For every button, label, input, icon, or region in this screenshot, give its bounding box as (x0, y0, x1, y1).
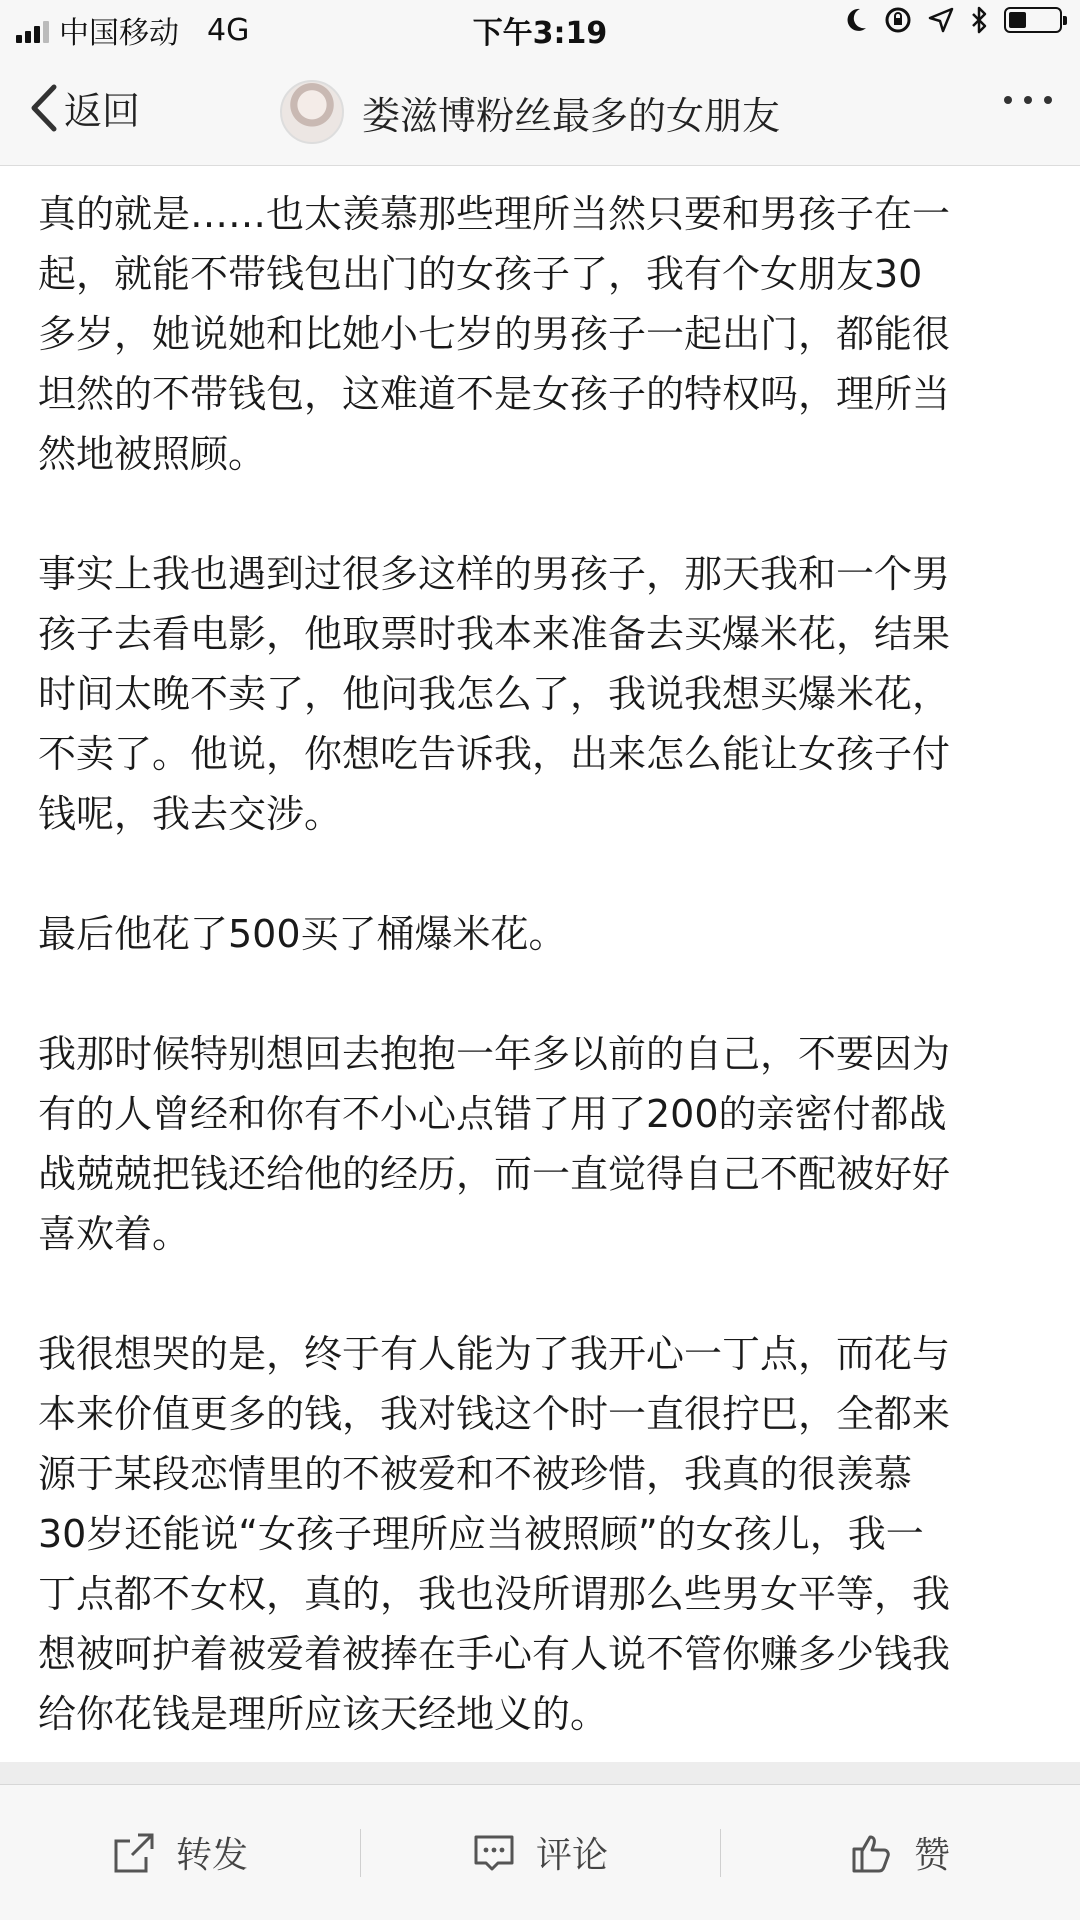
more-icon[interactable] (1004, 96, 1052, 104)
nav-title-group[interactable] (280, 80, 780, 144)
post-paragraph: 我那时候特别想回去抱抱一年多以前的自己，不要因为 有的人曾经和你有不小心点错了用了200的亲密付都战 战兢兢把钱还给他的经历，而一直觉得自己不配被好好 喜欢着。 (38, 1032, 951, 1256)
nav-bar (0, 56, 1080, 166)
carrier-label: 中国移动 (59, 16, 179, 51)
comment-label: 评论 (535, 1835, 608, 1876)
post-paragraph: 我很想哭的是，终于有人能为了我开心一丁点，而花与 本来价值更多的钱，我对钱这个时一直很拧巴，全都来 源于某段恋情里的不被爱和不被珍惜，我真的很羡慕 30岁还能说“女孩子理所应当被照顾”的女孩儿，我一 丁点都不女权，真的，我也没所谓那么些男女平等，我 想被呵护着被爱着被捧在手心有人说不管你赚多少钱我 给你花钱是理所应该天经地义的。 (38, 1332, 951, 1736)
moon-icon (844, 7, 868, 33)
page-title: 娄滋博粉丝最多的女朋友 (362, 93, 781, 138)
action-bar (0, 1784, 1080, 1920)
status-time: 下午3:19 (472, 16, 608, 51)
thumbs-up-icon (850, 1831, 894, 1875)
comment-button[interactable] (360, 1785, 720, 1920)
back-button[interactable] (28, 80, 140, 135)
divider (0, 1762, 1080, 1784)
back-label: 返回 (64, 89, 141, 133)
bluetooth-icon (970, 6, 988, 34)
repost-label: 转发 (175, 1835, 248, 1876)
avatar[interactable] (280, 80, 344, 144)
status-bar (0, 0, 1080, 56)
comment-icon (472, 1831, 516, 1875)
chevron-left-icon (28, 83, 58, 133)
network-label: 4G (207, 12, 250, 48)
post-paragraph: 最后他花了500买了桶爆米花。 (38, 912, 567, 956)
post-paragraph: 真的就是……也太羡慕那些理所当然只要和男孩子在一 起，就能不带钱包出门的女孩子了，我有个女朋友30 多岁，她说她和比她小七岁的男孩子一起出门，都能很 坦然的不带钱包，这难道不是女孩子的特权吗，理所当 然地被照顾。 (38, 192, 951, 476)
like-button[interactable] (720, 1785, 1080, 1920)
status-right (844, 6, 1062, 34)
post-paragraph: 事实上我也遇到过很多这样的男孩子，那天我和一个男 孩子去看电影，他取票时我本来准备去买爆米花，结果 时间太晚不卖了，他问我怎么了，我说我想买爆米花， 不卖了。他说，你想吃告诉我，出来怎么能让女孩子付 钱呢，我去交涉。 (38, 552, 951, 836)
share-icon (112, 1831, 156, 1875)
battery-icon (1004, 7, 1062, 33)
like-label: 赞 (913, 1835, 950, 1876)
repost-button[interactable] (0, 1785, 360, 1920)
location-icon (928, 7, 954, 33)
post-content (38, 184, 1042, 1744)
rotation-lock-icon (884, 6, 912, 34)
